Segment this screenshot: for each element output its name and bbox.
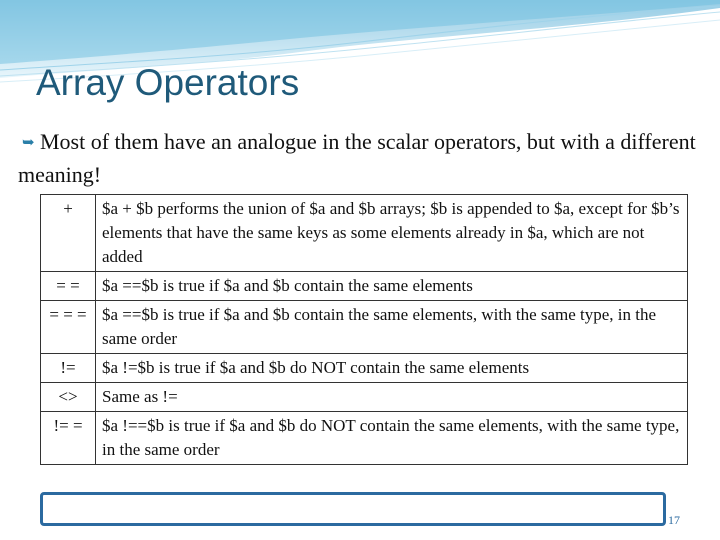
operators-table [40,194,688,465]
operator-cell: <> [41,383,96,412]
description-cell: Same as != [96,383,688,412]
operator-cell: = = = [41,301,96,354]
page-number: 17 [668,513,680,527]
operator-cell: + [41,195,96,272]
table-row [41,301,688,354]
bullet-text: Most of them have an analogue in the scalar operators, but with a different meaning! [18,129,696,187]
curved-arrow-bullet-icon: ➥ [22,135,35,151]
description-cell: $a !==$b is true if $a and $b do NOT contain the same elements, with the same type, in the same order [96,412,688,465]
table-row [41,195,688,272]
slide-title: Array Operators [36,62,300,103]
description-cell: $a !=$b is true if $a and $b do NOT contain the same elements [96,354,688,383]
operator-cell: = = [41,272,96,301]
description-cell: $a + $b performs the union of $a and $b arrays; $b is appended to $a, except for $b’s elements that have the same keys as some elements already in $a, which are not added [96,195,688,272]
table-row [41,412,688,465]
footer-rounded-box [40,492,666,526]
table-row [41,272,688,301]
operator-cell: != [41,354,96,383]
table-row [41,383,688,412]
table-row [41,354,688,383]
description-cell: $a ==$b is true if $a and $b contain the same elements [96,272,688,301]
operator-cell: != = [41,412,96,465]
description-cell: $a ==$b is true if $a and $b contain the same elements, with the same type, in the same order [96,301,688,354]
bullet-paragraph [18,126,698,190]
